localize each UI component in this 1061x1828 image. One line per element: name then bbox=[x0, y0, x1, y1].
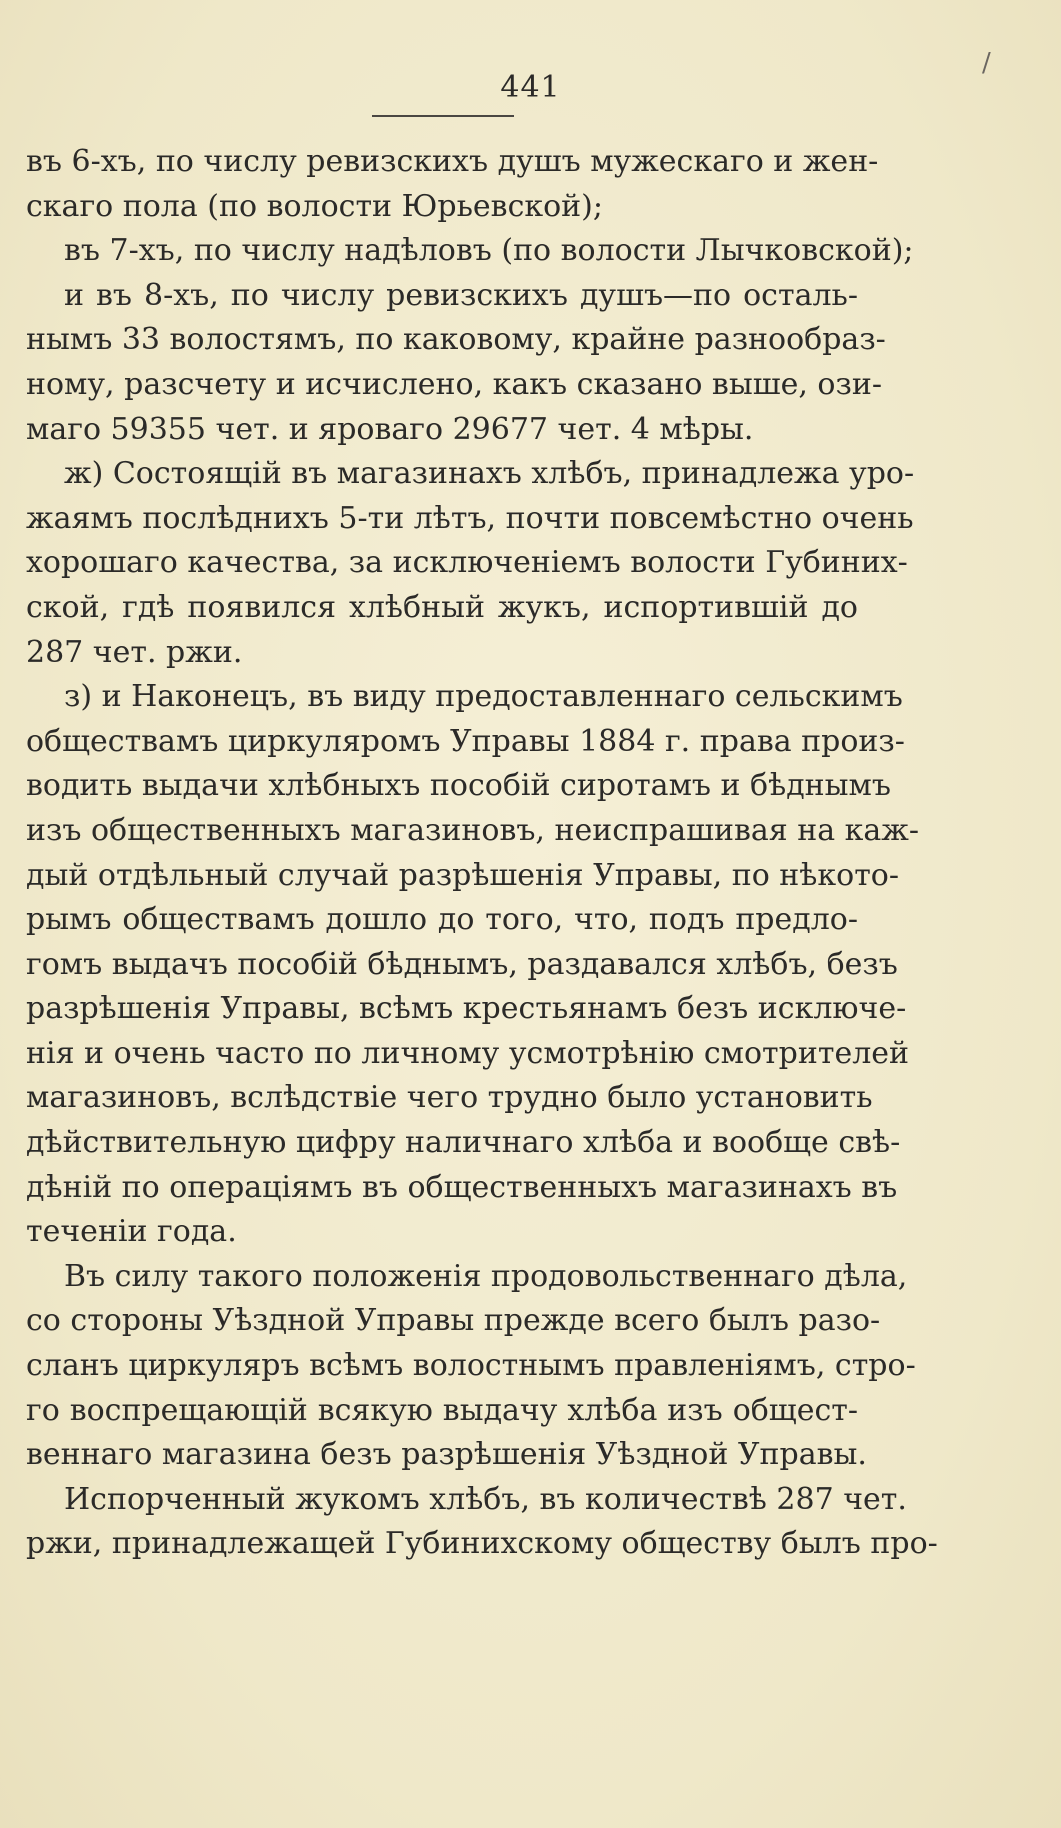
text-line: го воспрещающій всякую выдачу хлѣба изъ общест- bbox=[26, 1392, 858, 1428]
text-line: веннаго магазина безъ разрѣшенія Уѣздной Управы. bbox=[26, 1437, 867, 1473]
text-line: жаямъ послѣднихъ 5-ти лѣтъ, почти повсемѣстно очень bbox=[26, 500, 914, 536]
text-line: магазиновъ, вслѣдствіе чего трудно было установить bbox=[26, 1080, 873, 1116]
text-line: въ 7-хъ, по числу надѣловъ (по волости Лычковской); bbox=[64, 233, 914, 269]
margin-mark: / bbox=[982, 48, 991, 78]
text-line: обществамъ циркуляромъ Управы 1884 г. права произ- bbox=[26, 723, 905, 759]
text-line: ж) Состоящій въ магазинахъ хлѣбъ, принадлежа уро- bbox=[64, 456, 915, 492]
text-line: сланъ циркуляръ всѣмъ волостнымъ правленіямъ, стро- bbox=[26, 1348, 916, 1384]
text-line: ской, гдѣ появился хлѣбный жукъ, испортившій до bbox=[26, 589, 858, 625]
text-line: Въ силу такого положенія продовольственнаго дѣла, bbox=[64, 1258, 908, 1294]
text-line: рымъ обществамъ дошло до того, что, подъ предло- bbox=[26, 902, 858, 938]
text-line: изъ общественныхъ магазиновъ, неиспрашивая на каж- bbox=[26, 812, 920, 848]
text-line: и въ 8-хъ, по числу ревизскихъ душъ—по осталь- bbox=[64, 277, 858, 313]
text-line: дѣйствительную цифру наличнаго хлѣба и вообще свѣ- bbox=[26, 1125, 901, 1161]
text-line: дѣній по операціямъ въ общественныхъ магазинахъ въ bbox=[26, 1169, 898, 1205]
text-line: дый отдѣльный случай разрѣшенія Управы, по нѣкото- bbox=[26, 857, 899, 893]
text-line: ному, разсчету и исчислено, какъ сказано выше, ози- bbox=[26, 366, 882, 402]
text-line: маго 59355 чет. и яроваго 29677 чет. 4 мѣры. bbox=[26, 411, 754, 447]
text-line: теченіи года. bbox=[26, 1214, 237, 1250]
text-line: Испорченный жукомъ хлѣбъ, въ количествѣ 287 чет. bbox=[64, 1481, 907, 1517]
text-line: ржи, принадлежащей Губинихскому обществу былъ про- bbox=[26, 1526, 938, 1562]
text-line: гомъ выдачъ пособій бѣднымъ, раздавался хлѣбъ, безъ bbox=[26, 946, 898, 982]
text-line: нымъ 33 волостямъ, по каковому, крайне разнообраз- bbox=[26, 322, 886, 358]
text-line: скаго пола (по волости Юрьевской); bbox=[26, 188, 603, 224]
text-line: разрѣшенія Управы, всѣмъ крестьянамъ безъ исключе- bbox=[26, 991, 907, 1027]
text-line: нія и очень часто по личному усмотрѣнію смотрителей bbox=[26, 1035, 910, 1071]
text-line: водить выдачи хлѣбныхъ пособій сиротамъ и бѣднымъ bbox=[26, 768, 891, 804]
body-text bbox=[26, 140, 938, 1567]
text-line: з) и Наконецъ, въ виду предоставленнаго сельскимъ bbox=[64, 679, 903, 715]
page-number: 441 bbox=[500, 70, 561, 105]
page-number-rule bbox=[372, 115, 514, 117]
text-line: хорошаго качества, за исключеніемъ волости Губиних- bbox=[26, 545, 908, 581]
text-line: 287 чет. ржи. bbox=[26, 634, 243, 670]
text-line: со стороны Уѣздной Управы прежде всего былъ разо- bbox=[26, 1303, 881, 1339]
text-line: въ 6-хъ, по числу ревизскихъ душъ мужескаго и жен- bbox=[26, 144, 879, 179]
